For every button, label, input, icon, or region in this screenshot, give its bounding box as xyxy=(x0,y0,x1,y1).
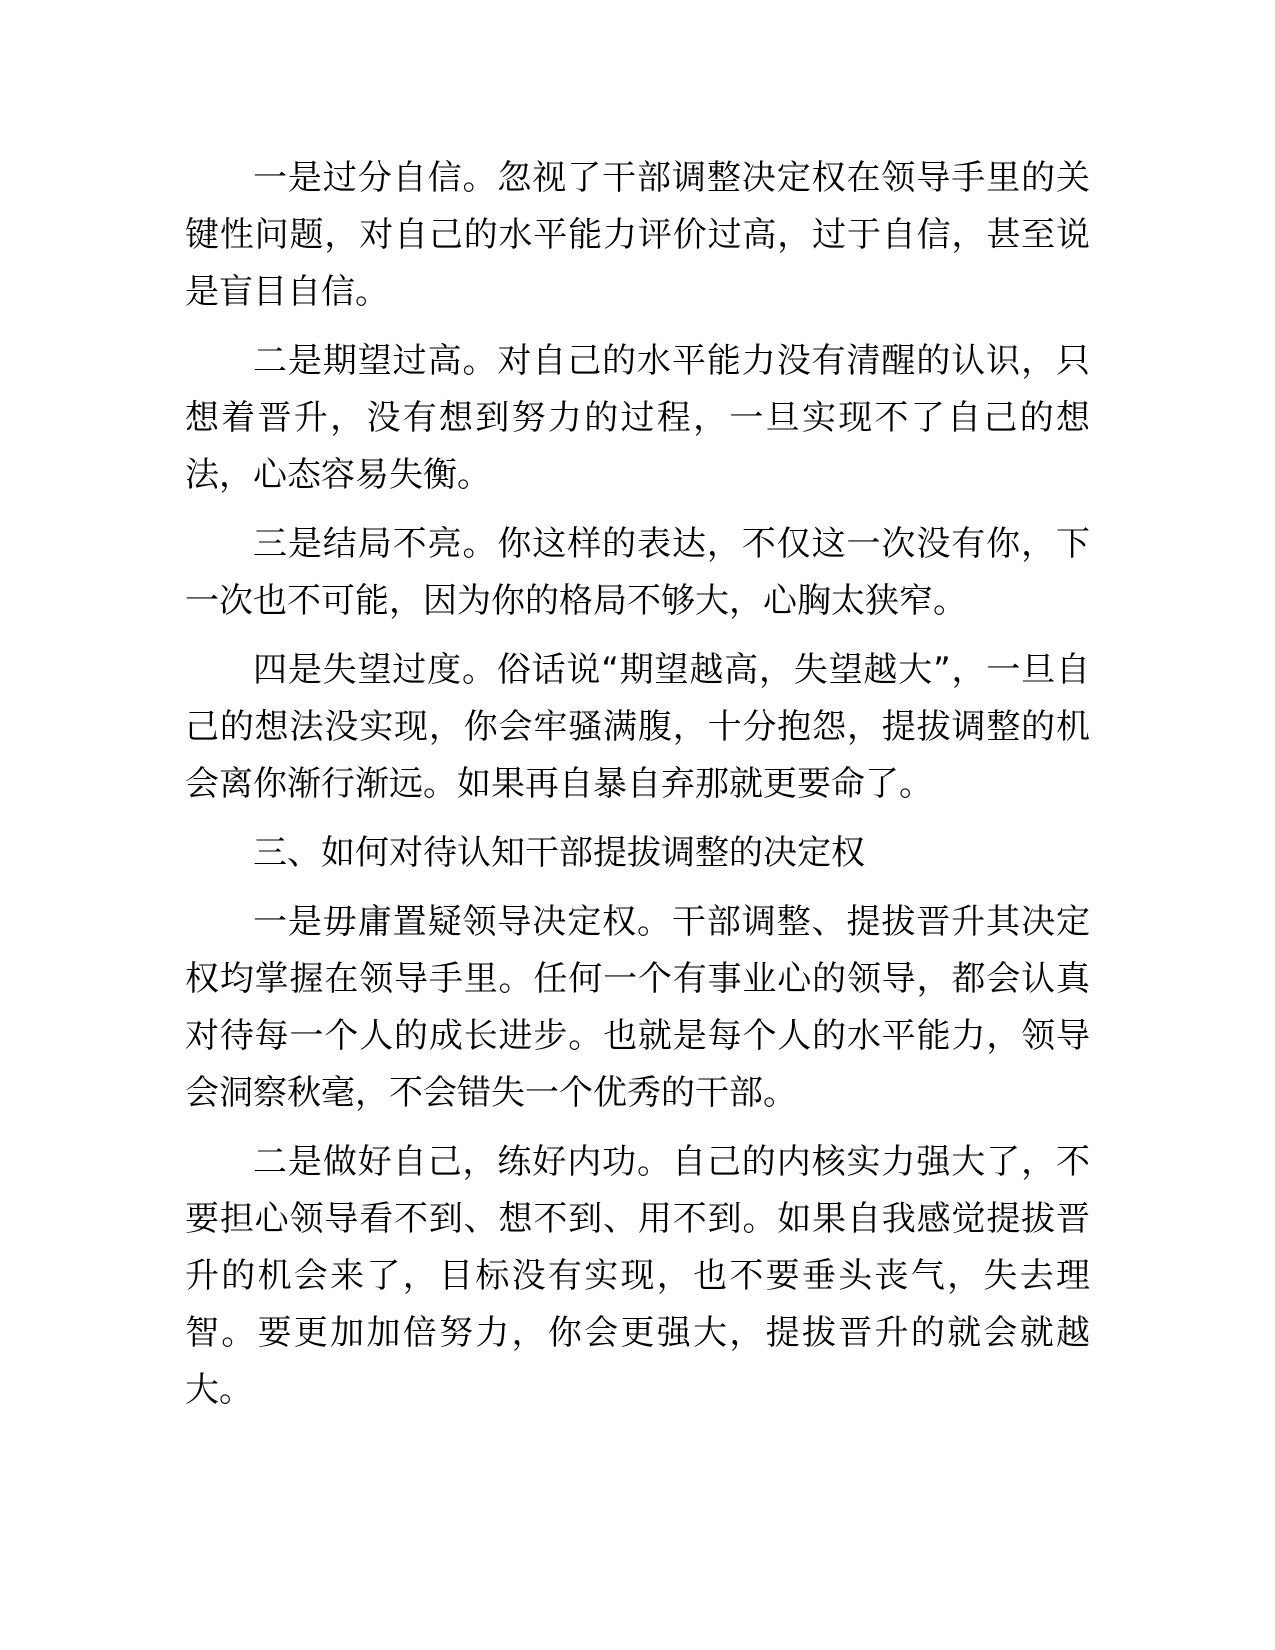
paragraph-high-expectations: 二是期望过高。对自己的水平能力没有清醒的认识，只想着晋升，没有想到努力的过程，一旦实现不了自己的想法，心态容易失衡。 xyxy=(185,341,1090,495)
paragraph-leader-authority: 一是毋庸置疑领导决定权。干部调整、提拔晋升其决定权均掌握在领导手里。任何一个有事业心的领导，都会认真对待每一个人的成长进步。也就是每个人的水平能力，领导会洞察秋毫，不会错失一个优秀的干部。 xyxy=(185,902,1090,1113)
paragraph-overconfidence: 一是过分自信。忽视了干部调整决定权在领导手里的关键性问题，对自己的水平能力评价过高，过于自信，甚至说是盲目自信。 xyxy=(185,158,1090,312)
document-page xyxy=(185,150,1090,1431)
section-heading: 三、如何对待认知干部提拔调整的决定权 xyxy=(253,833,865,873)
paragraph-improve-yourself: 二是做好自己，练好内功。自己的内核实力强大了，不要担心领导看不到、想不到、用不到。如果自我感觉提拔晋升的机会来了，目标没有实现，也不要垂头丧气，失去理智。要更加加倍努力，你会更强大，提拔晋升的就会就越大。 xyxy=(185,1142,1090,1410)
paragraph-excessive-disappointment: 四是失望过度。俗话说“期望越高，失望越大”，一旦自己的想法没实现，你会牢骚满腹，十分抱怨，提拔调整的机会离你渐行渐远。如果再自暴自弃那就更要命了。 xyxy=(185,650,1090,804)
paragraph-poor-outcome: 三是结局不亮。你这样的表达，不仅这一次没有你，下一次也不可能，因为你的格局不够大，心胸太狭窄。 xyxy=(185,524,1090,621)
